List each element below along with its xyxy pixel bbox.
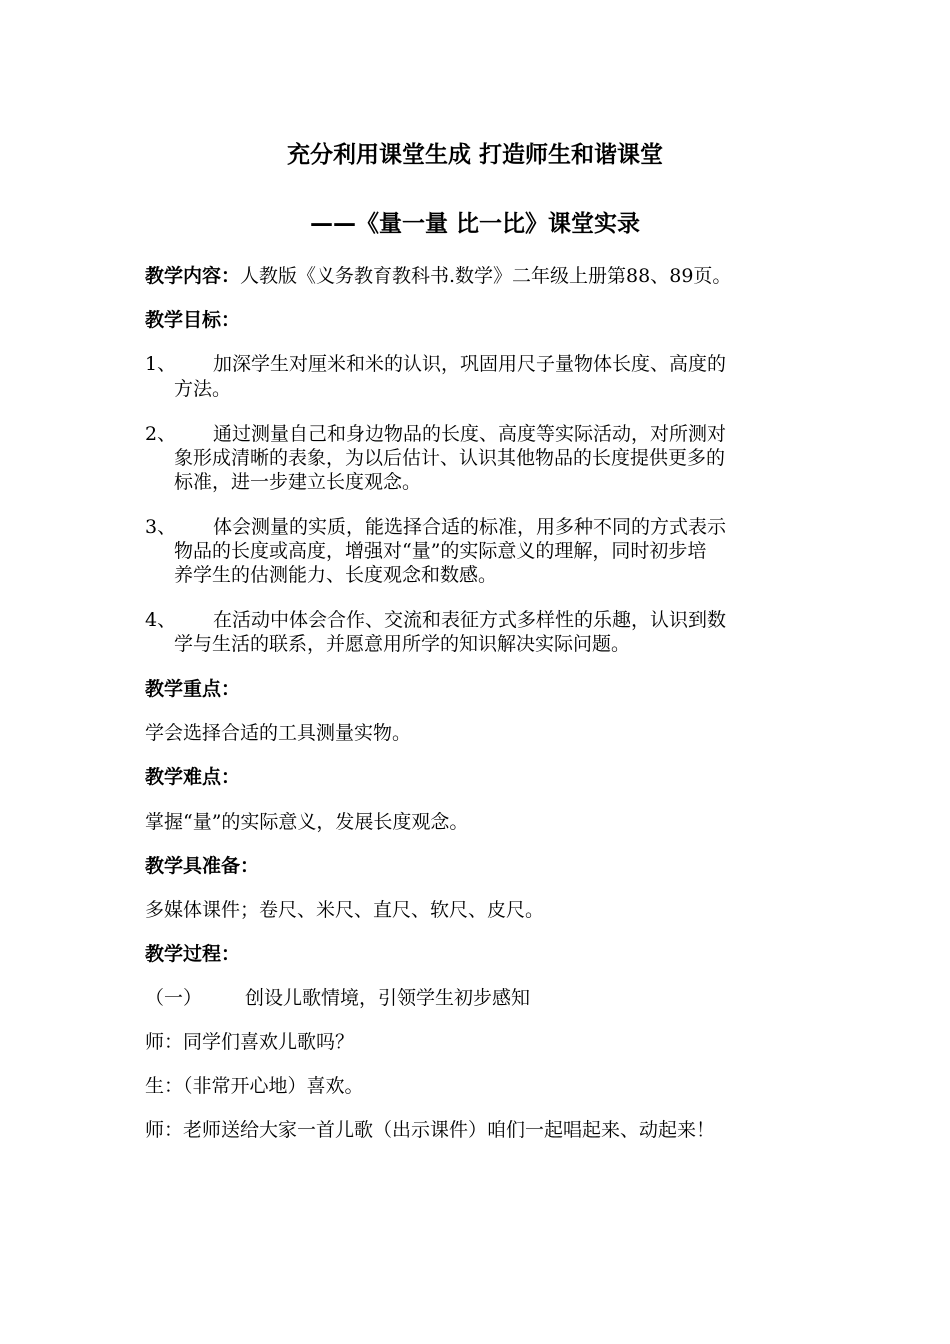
objective-number: 2、 (145, 423, 177, 445)
page-subtitle: ——《量一量 比一比》课堂实录 (309, 211, 640, 237)
content-label: 教学内容： (145, 265, 241, 287)
process-section-heading (145, 986, 530, 1010)
section-title: 创设儿歌情境，引领学生初步感知 (245, 987, 531, 1009)
objective-text-cont: 方法。 (174, 378, 232, 400)
objective-number: 1、 (145, 353, 177, 375)
objective-text-cont: 象形成清晰的表象，为以后估计、认识其他物品的长度提供更多的 (174, 447, 726, 469)
objective-text-cont: 学与生活的联系，并愿意用所学的知识解决实际问题。 (174, 633, 631, 655)
objective-item (145, 352, 726, 376)
key-point-label: 教学重点： (145, 678, 241, 700)
objective-text: 通过测量自己和身边物品的长度、高度等实际活动，对所测对 (213, 423, 727, 445)
dialogue-line: 师：老师送给大家一首儿歌（出示课件）咱们一起唱起来、动起来！ (145, 1119, 716, 1141)
objective-item (145, 515, 726, 539)
page-title: 充分利用课堂生成 打造师生和谐课堂 (286, 142, 663, 168)
objective-text: 体会测量的实质，能选择合适的标准，用多种不同的方式表示 (213, 516, 727, 538)
content-text: 人教版《义务教育教科书.数学》二年级上册第88、89页。 (240, 265, 732, 287)
objective-item (145, 422, 726, 446)
objective-text-cont: 物品的长度或高度，增强对“量”的实际意义的理解，同时初步培 (174, 540, 707, 562)
preparation-text: 多媒体课件；卷尺、米尺、直尺、软尺、皮尺。 (145, 899, 545, 921)
objective-text-cont: 养学生的估测能力、长度观念和数感。 (174, 564, 498, 586)
difficulty-label: 教学难点： (145, 766, 241, 788)
difficulty-text: 掌握“量”的实际意义，发展长度观念。 (145, 811, 469, 833)
process-label: 教学过程： (145, 943, 241, 965)
objective-text: 在活动中体会合作、交流和表征方式多样性的乐趣，认识到数 (213, 609, 727, 631)
section-number: （一） (145, 987, 203, 1009)
content-line (145, 264, 731, 288)
objectives-label: 教学目标： (145, 309, 241, 331)
dialogue-line: 生：（非常开心地）喜欢。 (145, 1075, 364, 1097)
preparation-label: 教学具准备： (145, 855, 260, 877)
key-point-text: 学会选择合适的工具测量实物。 (145, 722, 412, 744)
objective-number: 3、 (145, 516, 177, 538)
objective-item (145, 608, 726, 632)
objective-number: 4、 (145, 609, 177, 631)
objective-text-cont: 标准，进一步建立长度观念。 (174, 471, 422, 493)
objective-text: 加深学生对厘米和米的认识，巩固用尺子量物体长度、高度的 (213, 353, 727, 375)
dialogue-line: 师：同学们喜欢儿歌吗？ (145, 1031, 355, 1053)
